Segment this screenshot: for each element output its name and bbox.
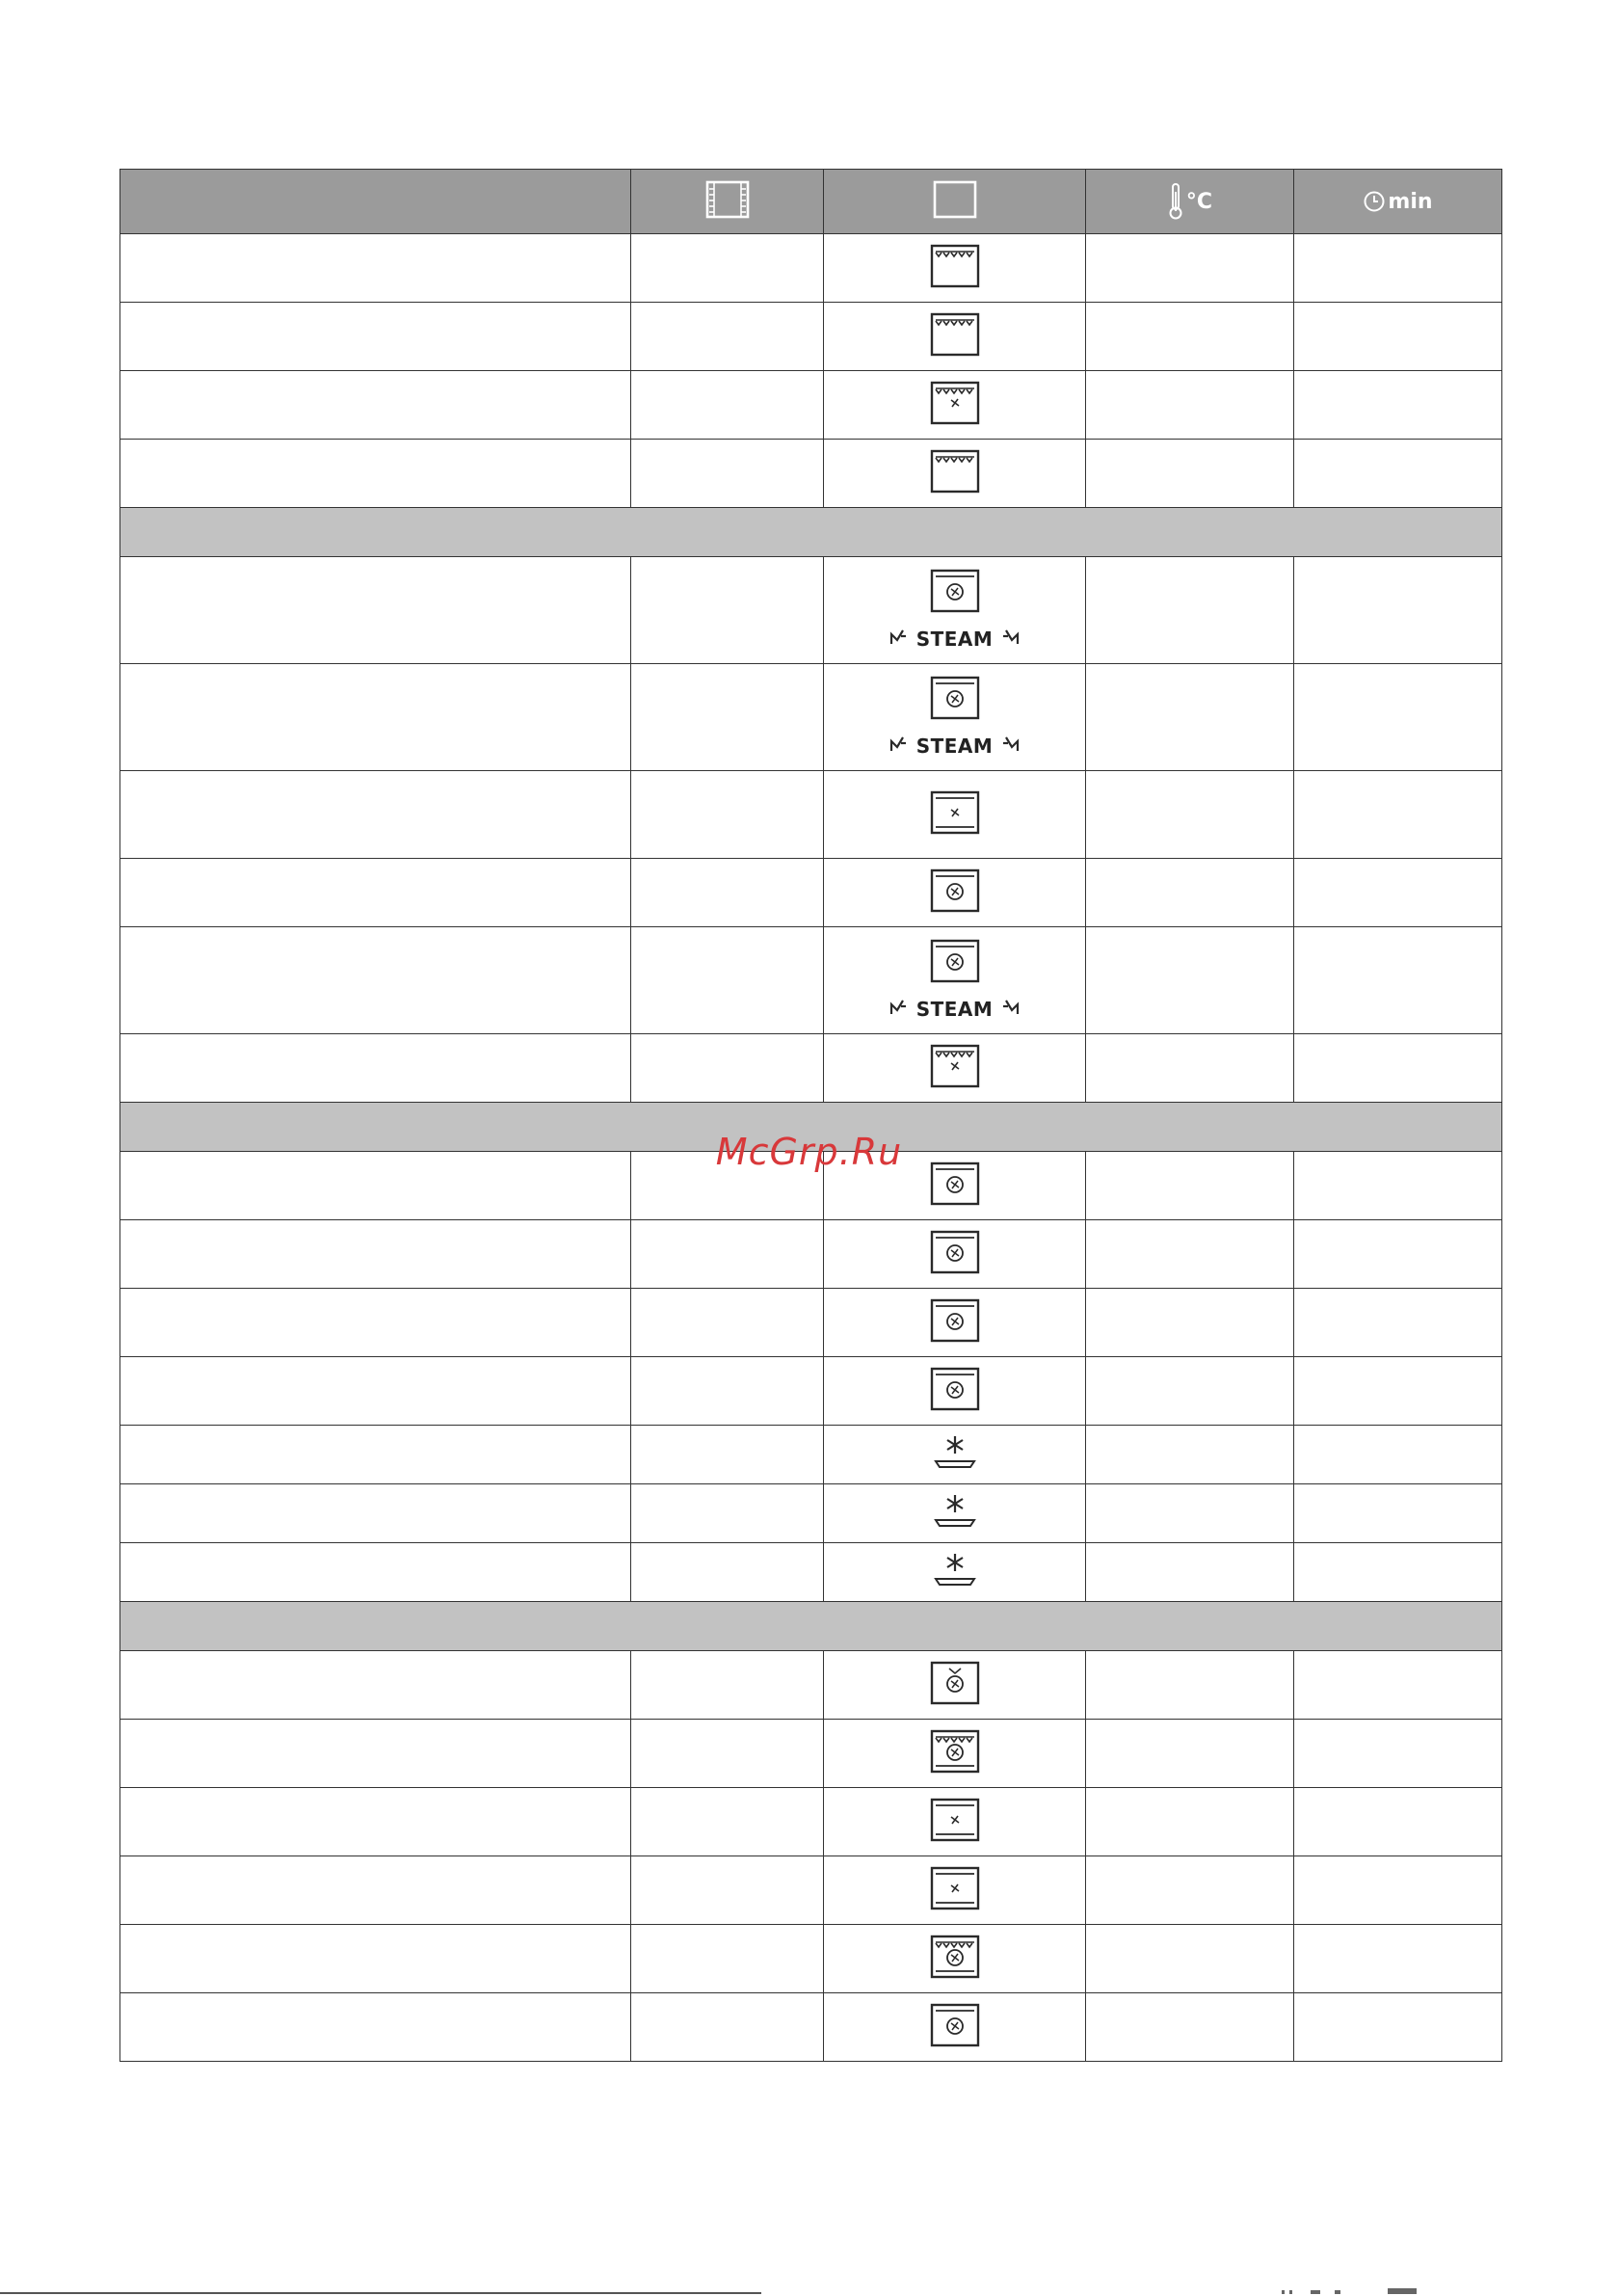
table-row (120, 1993, 1502, 2062)
table-row (120, 371, 1502, 440)
function-cell (824, 1426, 1086, 1484)
food-cell (120, 927, 631, 1034)
top-heat-icon (930, 244, 980, 292)
steam-right-icon (1000, 627, 1021, 652)
function-cell (824, 440, 1086, 508)
table-row (120, 1289, 1502, 1357)
temperature-cell (1086, 234, 1294, 303)
function-cell (824, 771, 1086, 859)
temperature-cell (1086, 1925, 1294, 1993)
food-cell (120, 440, 631, 508)
time-cell (1294, 303, 1502, 371)
hot-air-icon (930, 868, 980, 917)
steam-label: STEAM (915, 627, 994, 651)
function-cell (824, 664, 1086, 771)
function-cell (824, 859, 1086, 927)
hot-air-icon (930, 1298, 980, 1347)
shelf-cell (631, 664, 824, 771)
table-row (120, 557, 1502, 664)
table-row (120, 234, 1502, 303)
food-cell (120, 1720, 631, 1788)
table-row (120, 664, 1502, 771)
temperature-column-header (1086, 170, 1294, 234)
table-row (120, 1543, 1502, 1602)
shelf-cell (631, 1289, 824, 1357)
time-cell (1294, 771, 1502, 859)
temperature-cell (1086, 1993, 1294, 2062)
time-cell (1294, 1484, 1502, 1543)
food-cell (120, 1484, 631, 1543)
table-row (120, 1484, 1502, 1543)
shelf-cell (631, 1651, 824, 1720)
table-row (120, 440, 1502, 508)
table-row (120, 1925, 1502, 1993)
steam-label: STEAM (915, 734, 994, 758)
table-row (120, 927, 1502, 1034)
food-cell (120, 1357, 631, 1426)
shelf-cell (631, 771, 824, 859)
time-cell (1294, 859, 1502, 927)
hot-air-icon (930, 1367, 980, 1415)
time-cell (1294, 1426, 1502, 1484)
temperature-cell (1086, 859, 1294, 927)
time-unit: min (1388, 189, 1433, 214)
steam-left-icon (888, 734, 909, 759)
time-cell (1294, 1034, 1502, 1103)
function-cell (824, 1651, 1086, 1720)
table-row (120, 1651, 1502, 1720)
temperature-cell (1086, 1651, 1294, 1720)
defrost-icon (930, 1548, 980, 1596)
time-cell (1294, 1788, 1502, 1856)
function-cell (824, 1220, 1086, 1289)
table-row (120, 1357, 1502, 1426)
shelf-cell (631, 303, 824, 371)
food-cell (120, 234, 631, 303)
top-heat-fan-icon (930, 381, 980, 429)
food-cell (120, 859, 631, 927)
function-cell (824, 303, 1086, 371)
hot-air-icon (930, 939, 980, 987)
fan-icon (930, 790, 980, 839)
function-cell (824, 1034, 1086, 1103)
food-cell (120, 771, 631, 859)
function-cell (824, 1543, 1086, 1602)
table-row (120, 1034, 1502, 1103)
time-cell (1294, 371, 1502, 440)
shelf-cell (631, 440, 824, 508)
table-row (120, 303, 1502, 371)
fan-icon (930, 1866, 980, 1914)
function-cell (824, 1856, 1086, 1925)
temperature-cell (1086, 664, 1294, 771)
food-cell (120, 1289, 631, 1357)
temperature-unit: °C (1185, 189, 1213, 214)
shelf-cell (631, 1034, 824, 1103)
section-header-cell (120, 1602, 1502, 1651)
temperature-cell (1086, 1426, 1294, 1484)
steam-right-icon (1000, 997, 1021, 1022)
temperature-cell (1086, 1543, 1294, 1602)
table-row (120, 859, 1502, 927)
function-cell (824, 1289, 1086, 1357)
table-row (120, 1720, 1502, 1788)
steam-indicator (888, 997, 1022, 1022)
function-cell (824, 1357, 1086, 1426)
food-cell (120, 557, 631, 664)
shelf-cell (631, 234, 824, 303)
food-column-header (120, 170, 631, 234)
food-cell (120, 371, 631, 440)
food-cell (120, 303, 631, 371)
top-heat-icon (930, 312, 980, 360)
food-cell (120, 664, 631, 771)
fan-icon (930, 1798, 980, 1846)
food-cell (120, 1856, 631, 1925)
time-cell (1294, 1993, 1502, 2062)
table-row (120, 1220, 1502, 1289)
table-row (120, 1788, 1502, 1856)
table-row (120, 771, 1502, 859)
shelf-cell (631, 557, 824, 664)
steam-label: STEAM (915, 998, 994, 1021)
time-cell (1294, 1856, 1502, 1925)
function-cell (824, 1925, 1086, 1993)
temperature-cell (1086, 1034, 1294, 1103)
shelf-cell (631, 859, 824, 927)
cooking-table (119, 169, 1502, 2062)
shelf-column-header (631, 170, 824, 234)
hot-air-icon (930, 2003, 980, 2051)
function-cell (824, 371, 1086, 440)
time-cell (1294, 1925, 1502, 1993)
time-cell (1294, 234, 1502, 303)
shelf-cell (631, 1426, 824, 1484)
top-heat-fan-icon (930, 1044, 980, 1092)
temperature-cell (1086, 303, 1294, 371)
steam-left-icon (888, 627, 909, 652)
time-cell (1294, 1651, 1502, 1720)
shelf-cell (631, 1856, 824, 1925)
function-cell (824, 557, 1086, 664)
steam-indicator (888, 734, 1022, 759)
section-header-cell (120, 508, 1502, 557)
function-cell (824, 1484, 1086, 1543)
hot-air-icon (930, 1230, 980, 1278)
temperature-cell (1086, 1357, 1294, 1426)
shelf-cell (631, 927, 824, 1034)
table-header (120, 170, 1502, 234)
table-row (120, 1856, 1502, 1925)
temperature-cell (1086, 440, 1294, 508)
temperature-cell (1086, 1220, 1294, 1289)
shelf-level-icon (704, 180, 751, 219)
defrost-icon (930, 1430, 980, 1479)
food-cell (120, 1034, 631, 1103)
footer-divider (0, 2292, 761, 2294)
temperature-cell (1086, 557, 1294, 664)
function-column-header (824, 170, 1086, 234)
steam-right-icon (1000, 734, 1021, 759)
time-cell (1294, 1220, 1502, 1289)
food-cell (120, 1543, 631, 1602)
hot-air-icon (930, 569, 980, 617)
time-cell (1294, 557, 1502, 664)
food-cell (120, 1788, 631, 1856)
food-cell (120, 1651, 631, 1720)
shelf-cell (631, 371, 824, 440)
function-cell (824, 1993, 1086, 2062)
function-cell (824, 1720, 1086, 1788)
temperature-cell (1086, 1856, 1294, 1925)
grill-fan-icon (930, 1661, 980, 1709)
temperature-cell (1086, 927, 1294, 1034)
thermometer-icon (1167, 182, 1184, 221)
section-row (120, 508, 1502, 557)
time-cell (1294, 1289, 1502, 1357)
shelf-cell (631, 1720, 824, 1788)
shelf-cell (631, 1484, 824, 1543)
top-bottom-fan-icon (930, 1935, 980, 1983)
shelf-cell (631, 1925, 824, 1993)
temperature-cell (1086, 771, 1294, 859)
food-cell (120, 1993, 631, 2062)
steam-left-icon (888, 997, 909, 1022)
shelf-cell (631, 1543, 824, 1602)
time-cell (1294, 1543, 1502, 1602)
function-cell (824, 1788, 1086, 1856)
time-cell (1294, 1357, 1502, 1426)
shelf-cell (631, 1220, 824, 1289)
footer-marks (1282, 2284, 1426, 2294)
temperature-cell (1086, 1484, 1294, 1543)
temperature-cell (1086, 1720, 1294, 1788)
section-row (120, 1602, 1502, 1651)
shelf-cell (631, 1788, 824, 1856)
oven-function-icon (932, 180, 978, 219)
time-cell (1294, 927, 1502, 1034)
hot-air-icon (930, 676, 980, 724)
temperature-cell (1086, 371, 1294, 440)
food-cell (120, 1220, 631, 1289)
top-bottom-fan-icon (930, 1729, 980, 1777)
top-heat-icon (930, 449, 980, 497)
time-cell (1294, 440, 1502, 508)
defrost-icon (930, 1489, 980, 1537)
food-cell (120, 1426, 631, 1484)
shelf-cell (631, 1357, 824, 1426)
clock-icon (1363, 190, 1386, 213)
temperature-cell (1086, 1289, 1294, 1357)
food-cell (120, 1925, 631, 1993)
temperature-cell (1086, 1788, 1294, 1856)
time-column-header (1294, 170, 1502, 234)
steam-indicator (888, 627, 1022, 652)
shelf-cell (631, 1993, 824, 2062)
time-cell (1294, 1720, 1502, 1788)
function-cell (824, 927, 1086, 1034)
time-cell (1294, 664, 1502, 771)
watermark: McGrp.Ru (715, 1131, 903, 1173)
function-cell (824, 234, 1086, 303)
table-row (120, 1426, 1502, 1484)
